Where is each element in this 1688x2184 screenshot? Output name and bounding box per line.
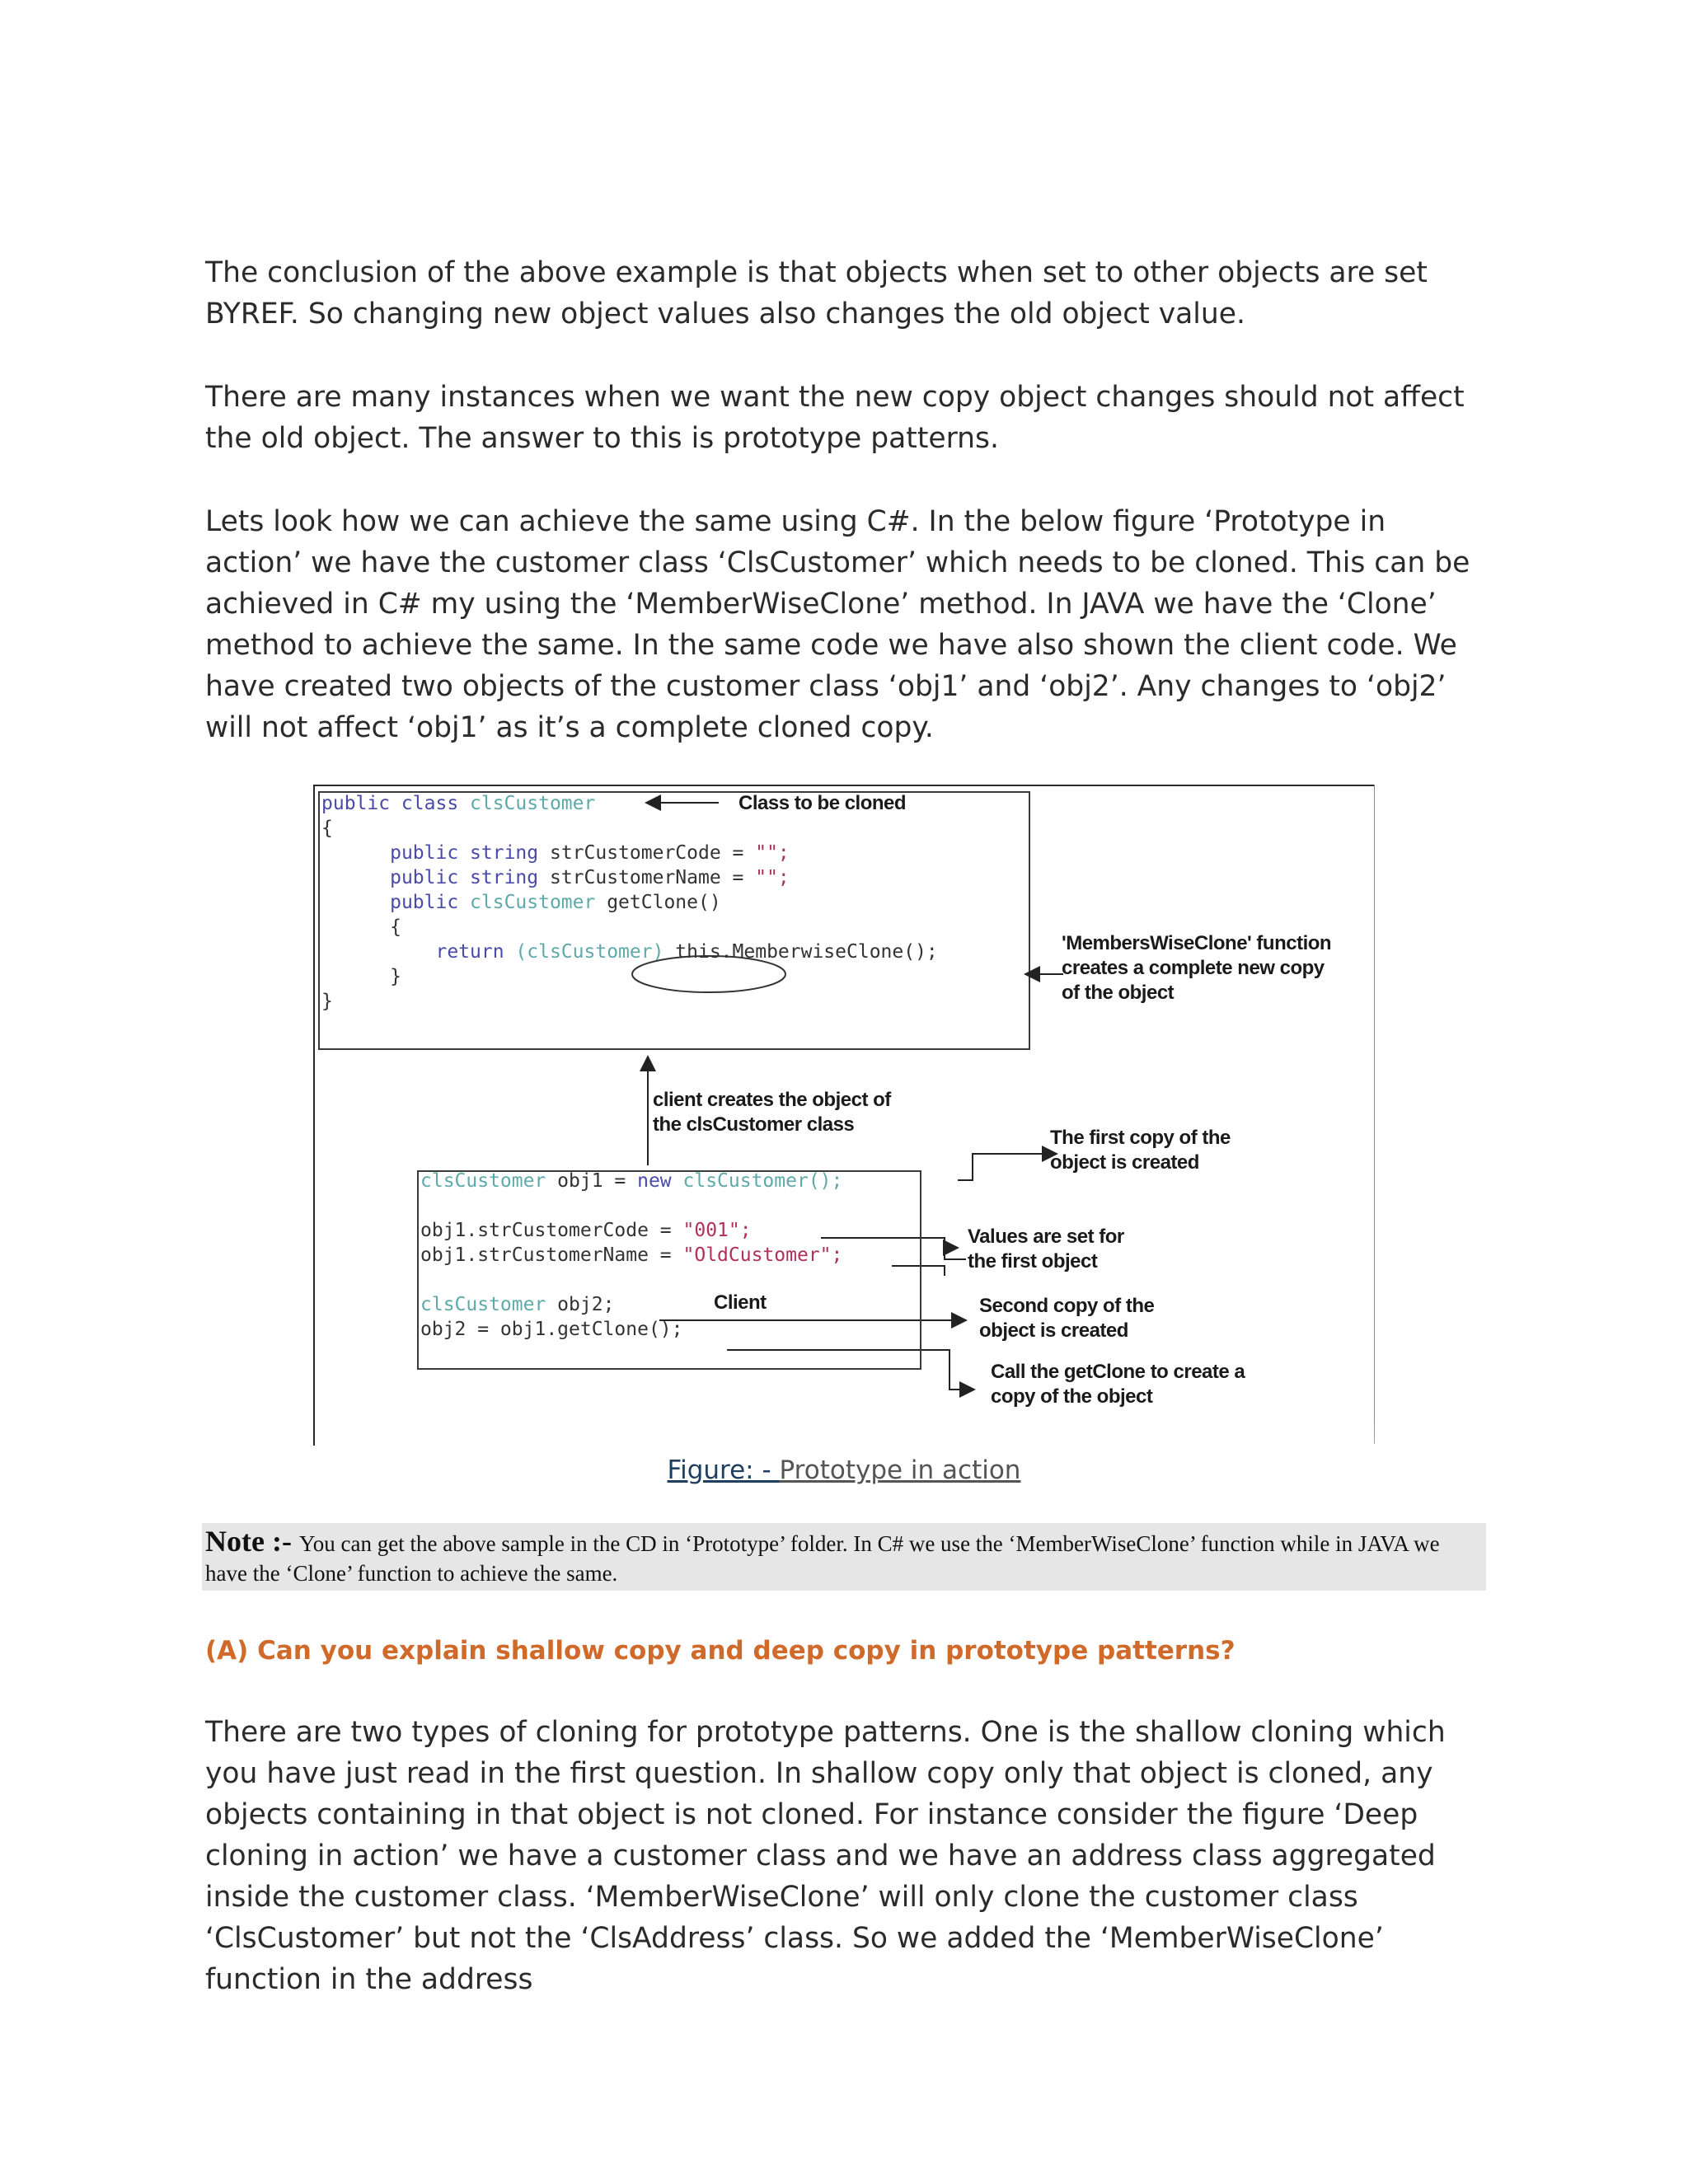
label-call-getclone: Call the getClone to create a copy of the object [991,1361,1245,1408]
paragraph-shallow-deep-cloning: There are two types of cloning for prototype patterns. One is the shallow cloning which you have just read in the first question. In shallow copy only that object is cloned, any objects containing in that object is not cloned. For instance consider the figure ‘Deep cloning in action’ we have a customer class and we have an address class aggregated inside the customer class. ‘MemberWiseClone’ will only clone the customer class ‘ClsCustomer’ but not the ‘ClsAddress’ class. So we added the ‘MemberWiseClone’ function in the address [205,1716,1446,1996]
note-text: You can get the above sample in the CD in ‘Prototype’ folder. In C# we use the ‘MemberWiseClone’ function while in JAVA we have the ‘Clone’ function to achieve the same. [205,1531,1440,1586]
figure-caption [0,1455,1688,1485]
label-values-set: Values are set for the first object [968,1226,1124,1272]
note-box [202,1523,1486,1591]
section-heading-shallow-deep-copy: (A) Can you explain shallow copy and deep copy in prototype patterns? [205,1636,1236,1666]
memberwise-ellipse [632,956,785,992]
figure-prototype-in-action [313,785,1374,1446]
note-label: Note :- [205,1525,299,1558]
label-client: Client [714,1291,767,1314]
label-second-copy: Second copy of the object is created [979,1295,1155,1342]
client-code-block: clsCustomer obj1 = new clsCustomer(); obj1.strCustomerCode = "001"; obj1.strCustomerName = "OldCustomer"; clsCustomer obj2; obj2 = obj1.getClone(); [420,1170,843,1340]
paragraph-csharp-clone: Lets look how we can achieve the same using C#. In the below figure ‘Prototype in action’ we have the customer class ‘ClsCustomer’ which needs to be cloned. This can be achieved in C# my using the ‘MemberWiseClone’ method. In JAVA we have the ‘Clone’ method to achieve the same. In the same code we have also shown the client code. We have created two objects of the customer class ‘obj1’ and ‘obj2’. Any changes to ‘obj2’ will not affect ‘obj1’ as it’s a complete cloned copy. [205,505,1470,744]
label-first-copy: The first copy of the object is created [1050,1127,1231,1174]
label-memberwise: 'MembersWiseClone' function creates a complete new copy of the object [1062,932,1332,1004]
figure-caption-title[interactable]: Prototype in action [779,1455,1021,1485]
label-client-creates: client creates the object of the clsCustomer class [653,1089,891,1136]
figure-caption-prefix[interactable]: Figure: - [667,1455,780,1485]
arrow-first-copy [958,1154,1057,1180]
paragraph-prototype-intro: There are many instances when we want the new copy object changes should not affect the old object. The answer to this is prototype patterns. [205,381,1465,455]
paragraph-byref-conclusion: The conclusion of the above example is that objects when set to other objects are set BYREF. So changing new object values also changes the old object value. [205,256,1428,330]
class-code-block: public class clsCustomer { public string strCustomerCode = ""; public string strCustomerName = ""; public clsCustomer getClone() { return (clsCustomer) this.MemberwiseClone(); } } [321,793,938,1012]
label-class-to-clone: Class to be cloned [738,792,907,814]
